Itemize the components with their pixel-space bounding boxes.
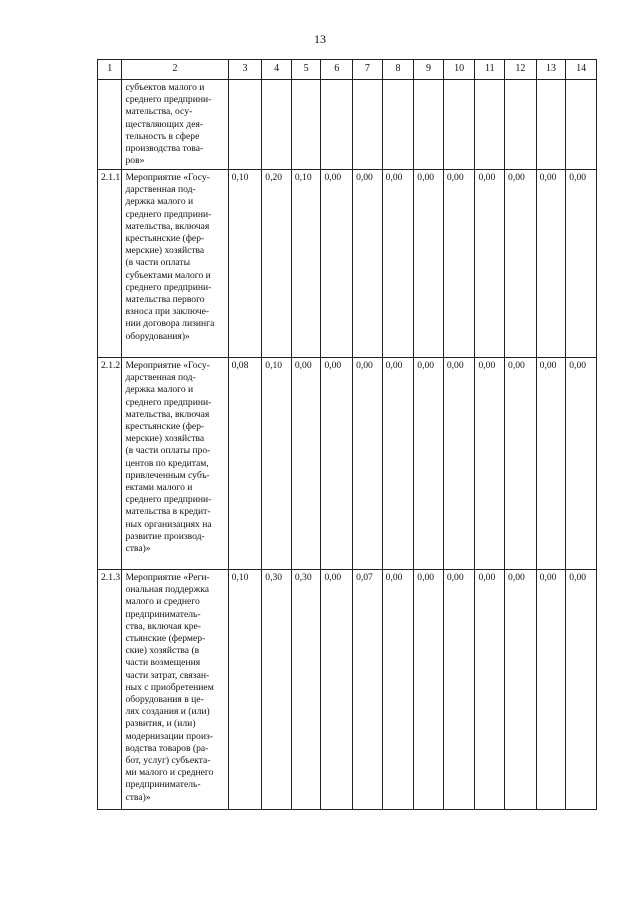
value-cell: 0,00 <box>353 358 383 570</box>
description-line: ства, включая кре- <box>125 620 201 632</box>
description-line: развития, и (или) <box>125 718 196 730</box>
description-line: Мероприятие «Госу- <box>125 172 210 183</box>
measure-description <box>122 570 228 810</box>
description-line: мерские) хозяйства <box>125 245 205 257</box>
description-line: части затрат, связан- <box>125 669 210 681</box>
empty-cell <box>505 80 537 170</box>
table-row <box>98 170 597 358</box>
description-line: субъектов малого и <box>125 82 205 93</box>
description-line: мательства в кредит- <box>125 506 211 518</box>
empty-cell <box>353 80 383 170</box>
value-cell: 0,00 <box>353 170 383 358</box>
description-line: оборудования)» <box>125 330 190 342</box>
description-line: ские) хозяйства (в <box>125 645 200 657</box>
description-line: ми малого и среднего <box>125 767 214 779</box>
description-line: держка малого и <box>125 196 194 208</box>
row-number: 2.1.2. <box>98 358 122 570</box>
description-line: ектами малого и <box>125 482 193 494</box>
column-header-13: 13 <box>536 60 566 80</box>
description-line: среднего предприни- <box>125 208 212 220</box>
description-line: оборудования в це- <box>125 694 204 706</box>
description-line: тельность в сфере <box>125 130 200 142</box>
column-header-14: 14 <box>566 60 597 80</box>
description-line: ров» <box>125 155 145 167</box>
empty-cell <box>475 80 505 170</box>
table-row <box>98 358 597 570</box>
description-line: модернизации произ- <box>125 730 213 742</box>
description-line: предприниматель- <box>125 608 201 620</box>
value-cell: 0,10 <box>228 570 262 810</box>
column-header-12: 12 <box>505 60 537 80</box>
continuation-row <box>98 80 597 170</box>
description-line: стьянские (фермер- <box>125 633 206 645</box>
value-cell: 0,00 <box>382 358 414 570</box>
empty-cell <box>443 80 475 170</box>
measure-description <box>122 170 228 358</box>
description-line: ства)» <box>125 543 151 555</box>
description-line: ства)» <box>125 791 151 803</box>
value-cell: 0,00 <box>414 570 444 810</box>
value-cell: 0,00 <box>505 170 537 358</box>
value-cell: 0,00 <box>321 570 353 810</box>
description-line: центов по кредитам, <box>125 457 209 469</box>
description-line: крестьянские (фер- <box>125 233 205 245</box>
description-line: привлеченным субъ- <box>125 469 210 481</box>
value-cell: 0,00 <box>443 570 475 810</box>
empty-cell <box>414 80 444 170</box>
description-line: производства това- <box>125 143 204 155</box>
column-header-10: 10 <box>443 60 475 80</box>
column-header-7: 7 <box>353 60 383 80</box>
measure-description <box>122 358 228 570</box>
column-header-9: 9 <box>414 60 444 80</box>
value-cell: 0,00 <box>291 358 321 570</box>
description-line: лях создания и (или) <box>125 706 210 718</box>
value-cell: 0,00 <box>505 570 537 810</box>
description-line: среднего предприни- <box>125 281 212 293</box>
description-line: малого и среднего <box>125 596 200 608</box>
column-header-6: 6 <box>321 60 353 80</box>
empty-cell <box>536 80 566 170</box>
value-cell: 0,10 <box>262 358 292 570</box>
value-cell: 0,00 <box>414 170 444 358</box>
value-cell: 0,00 <box>566 570 597 810</box>
value-cell: 0,00 <box>382 570 414 810</box>
row-number: 2.1.1. <box>98 170 122 358</box>
value-cell: 0,00 <box>505 358 537 570</box>
column-number-header-row <box>98 60 597 80</box>
column-header-3: 3 <box>228 60 262 80</box>
continuation-description <box>122 80 228 170</box>
description-line: Мероприятие «Реги- <box>125 572 210 583</box>
description-line: среднего предприни- <box>125 396 212 408</box>
description-line: мательства, осу- <box>125 106 193 118</box>
column-header-2: 2 <box>122 60 228 80</box>
row-number: 2.1.3. <box>98 570 122 810</box>
description-line: (в части оплаты <box>125 257 191 269</box>
description-line: ных с приобретением <box>125 681 214 693</box>
description-line: мательства, включая <box>125 220 210 232</box>
empty-cell <box>262 80 292 170</box>
description-line: развитие производ- <box>125 530 205 542</box>
value-cell: 0,00 <box>475 358 505 570</box>
description-line: нии договора лизинга <box>125 318 215 330</box>
description-line: ональная поддержка <box>125 584 209 596</box>
description-line: мерские) хозяйства <box>125 433 205 445</box>
value-cell: 0,00 <box>414 358 444 570</box>
description-line: среднего предприни- <box>125 94 212 106</box>
description-line: Мероприятие «Госу- <box>125 360 210 371</box>
value-cell: 0,30 <box>262 570 292 810</box>
column-header-11: 11 <box>475 60 505 80</box>
description-line: взноса при заключе- <box>125 306 210 318</box>
value-cell: 0,00 <box>443 358 475 570</box>
column-header-4: 4 <box>262 60 292 80</box>
column-header-1: 1 <box>98 60 122 80</box>
value-cell: 0,00 <box>443 170 475 358</box>
value-cell: 0,00 <box>536 570 566 810</box>
value-cell: 0,00 <box>382 170 414 358</box>
description-line: ществляющих дея- <box>125 118 204 130</box>
description-line: бот, услуг) субъекта- <box>125 755 211 767</box>
value-cell: 0,00 <box>475 170 505 358</box>
program-table <box>97 59 597 810</box>
description-line: водства товаров (ра- <box>125 742 209 754</box>
description-line: мательства, включая <box>125 408 210 420</box>
description-line: мательства первого <box>125 294 205 306</box>
empty-cell <box>291 80 321 170</box>
description-line: (в части оплаты про- <box>125 445 211 457</box>
value-cell: 0,07 <box>353 570 383 810</box>
empty-cell <box>321 80 353 170</box>
table-row <box>98 570 597 810</box>
value-cell: 0,20 <box>262 170 292 358</box>
empty-cell <box>566 80 597 170</box>
value-cell: 0,30 <box>291 570 321 810</box>
value-cell: 0,00 <box>321 170 353 358</box>
value-cell: 0,00 <box>475 570 505 810</box>
description-line: части возмещения <box>125 657 201 669</box>
value-cell: 0,08 <box>228 358 262 570</box>
column-header-5: 5 <box>291 60 321 80</box>
description-line: среднего предприни- <box>125 494 212 506</box>
description-line: крестьянские (фер- <box>125 421 205 433</box>
description-line: дарственная под- <box>125 372 196 384</box>
description-line: дарственная под- <box>125 184 196 196</box>
value-cell: 0,00 <box>566 170 597 358</box>
description-line: предприниматель- <box>125 779 201 791</box>
value-cell: 0,10 <box>291 170 321 358</box>
empty-cell <box>228 80 262 170</box>
value-cell: 0,00 <box>566 358 597 570</box>
value-cell: 0,00 <box>321 358 353 570</box>
empty-cell <box>98 80 122 170</box>
value-cell: 0,10 <box>228 170 262 358</box>
description-line: держка малого и <box>125 384 194 396</box>
value-cell: 0,00 <box>536 170 566 358</box>
value-cell: 0,00 <box>536 358 566 570</box>
page-number: 13 <box>314 32 326 46</box>
description-line: ных организациях на <box>125 518 212 530</box>
description-line: субъектами малого и <box>125 269 211 281</box>
empty-cell <box>382 80 414 170</box>
column-header-8: 8 <box>382 60 414 80</box>
